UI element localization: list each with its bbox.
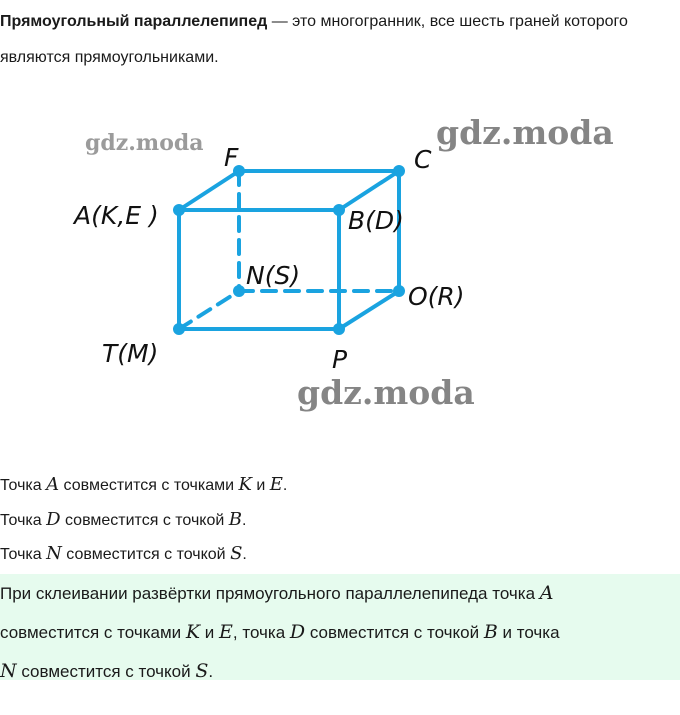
edge-top-right <box>339 171 399 210</box>
definition-term: Прямоугольный параллелепипед <box>0 13 268 30</box>
vertex-C <box>393 165 405 177</box>
var-S: S <box>230 543 243 564</box>
watermark-1: gdz.moda <box>85 130 204 156</box>
var-B: B <box>228 509 242 530</box>
label-C: C <box>414 145 432 174</box>
vertex-B <box>333 204 345 216</box>
label-NS: N(S) <box>246 261 301 290</box>
edge-top-left <box>179 171 239 210</box>
vertex-P <box>333 323 345 335</box>
parallelepiped-figure <box>0 100 680 420</box>
var-D: D <box>46 509 61 530</box>
vertex-O <box>393 285 405 297</box>
vertex-N <box>233 285 245 297</box>
definition-text: — это многогранник, все шесть граней которого являются прямоугольниками. <box>0 13 628 66</box>
var-E: E <box>269 474 283 495</box>
statement-N: Точка N совместится с точкой S. <box>0 543 247 564</box>
definition-paragraph <box>0 4 676 76</box>
var-N: N <box>46 543 62 564</box>
statement-D: Точка D совместится с точкой B. <box>0 509 247 530</box>
edge-bottom-right <box>339 291 399 329</box>
label-TM: T(M) <box>102 339 159 368</box>
answer-box: При склеивании развёртки прямоугольного параллелепипеда точка A совместится с точками K и E, точка D совместится с точкой B и точка N совместится с точкой S. <box>0 574 680 680</box>
watermark-3: gdz.moda <box>297 373 475 412</box>
label-BD: B(D) <box>348 206 404 235</box>
edge-hidden-diagonal <box>179 291 239 329</box>
vertex-A <box>173 204 185 216</box>
label-F: F <box>224 143 239 172</box>
statement-A: Точка A совместится с точками K и E. <box>0 474 288 495</box>
var-A: A <box>46 474 60 495</box>
label-OR: O(R) <box>408 282 465 311</box>
watermark-2: gdz.moda <box>436 113 614 152</box>
vertex-T <box>173 323 185 335</box>
var-K: K <box>238 474 252 495</box>
label-P: P <box>332 345 348 374</box>
label-AKE: A(K,E ) <box>74 201 159 230</box>
